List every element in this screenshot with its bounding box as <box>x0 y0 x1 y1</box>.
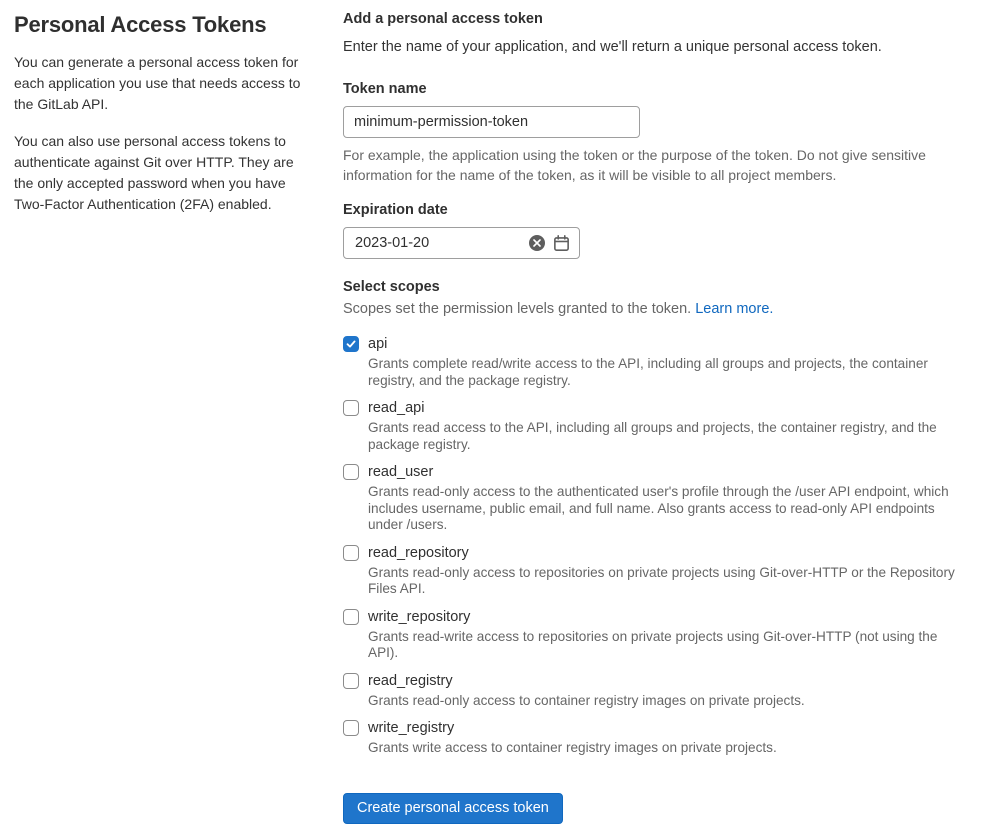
scope-checkbox-write-repository[interactable] <box>343 609 359 625</box>
scope-description: Grants write access to container registry images on private projects. <box>368 740 777 755</box>
scope-name: write_registry <box>368 720 455 736</box>
scope-checkbox-read-registry[interactable] <box>343 673 359 689</box>
expiration-date-input[interactable] <box>344 235 494 251</box>
scope-row-write-repository <box>343 608 965 662</box>
scope-checkbox-read-repository[interactable] <box>343 545 359 561</box>
scope-checkbox-read-user[interactable] <box>343 464 359 480</box>
scopes-help-text: Scopes set the permission levels granted to the token. <box>343 301 692 317</box>
scope-row-api <box>343 335 965 389</box>
expiration-label: Expiration date <box>343 202 448 218</box>
expiration-section <box>343 202 965 259</box>
scope-description: Grants complete read/write access to the API, including all groups and projects, the container registry, and the package registry. <box>368 356 928 388</box>
intro-paragraph-2: You can also use personal access tokens to authenticate against Git over HTTP. They are the only accepted password when you have Two-Factor Authentication (2FA) enabled. <box>14 133 294 212</box>
settings-description-column <box>14 10 314 824</box>
clear-date-button[interactable] <box>527 233 547 253</box>
clear-x-icon <box>529 235 545 251</box>
calendar-button[interactable] <box>551 233 571 253</box>
scope-checkbox-api[interactable] <box>343 336 359 352</box>
form-subheading: Enter the name of your application, and we'll return a unique personal access token. <box>343 39 882 55</box>
scope-name: read_api <box>368 400 425 416</box>
scope-description: Grants read-only access to repositories on private projects using Git-over-HTTP or the Repository Files API. <box>368 564 955 596</box>
form-heading: Add a personal access token <box>343 11 543 27</box>
token-name-input[interactable] <box>343 106 640 138</box>
expiration-date-field[interactable] <box>343 227 580 259</box>
scope-description: Grants read-only access to the authenticated user's profile through the /user API endpoint, which includes username, public email, and full name. Also grants access to read-only API endpoints under /users. <box>368 484 949 532</box>
scope-description: Grants read-only access to container registry images on private projects. <box>368 692 805 708</box>
scope-row-read-registry <box>343 672 965 710</box>
scope-checkbox-read-api[interactable] <box>343 400 359 416</box>
scope-row-read-api <box>343 399 965 453</box>
scope-name: write_repository <box>368 608 471 625</box>
intro-paragraph-1: You can generate a personal access token for each application you use that needs access to the GitLab API. <box>14 54 301 112</box>
scope-description: Grants read access to the API, including all groups and projects, the container registry, and the package registry. <box>368 420 937 452</box>
page-title: Personal Access Tokens <box>14 12 267 37</box>
scope-description: Grants read-write access to repositories on private projects using Git-over-HTTP (not using the API). <box>368 628 938 660</box>
token-name-help: For example, the application using the token or the purpose of the token. Do not give sensitive information for the name of the token, as it will be visible to all project members. <box>343 147 926 183</box>
scope-name: read_registry <box>368 672 453 689</box>
scope-list <box>343 335 965 757</box>
scope-name: api <box>368 336 388 352</box>
scopes-label: Select scopes <box>343 279 440 295</box>
checkbox-check-icon <box>346 339 356 349</box>
token-name-label: Token name <box>343 81 427 97</box>
add-token-form <box>343 10 965 824</box>
calendar-icon <box>553 235 570 252</box>
scope-name: read_user <box>368 464 434 480</box>
scopes-section <box>343 279 965 757</box>
create-token-button[interactable]: Create personal access token <box>343 793 563 824</box>
scope-row-read-repository <box>343 544 965 598</box>
scope-row-write-registry <box>343 719 965 757</box>
scope-checkbox-write-registry[interactable] <box>343 720 359 736</box>
scopes-help <box>343 301 965 317</box>
scope-name: read_repository <box>368 544 469 561</box>
learn-more-link[interactable]: Learn more. <box>695 301 774 317</box>
scope-row-read-user <box>343 463 965 534</box>
